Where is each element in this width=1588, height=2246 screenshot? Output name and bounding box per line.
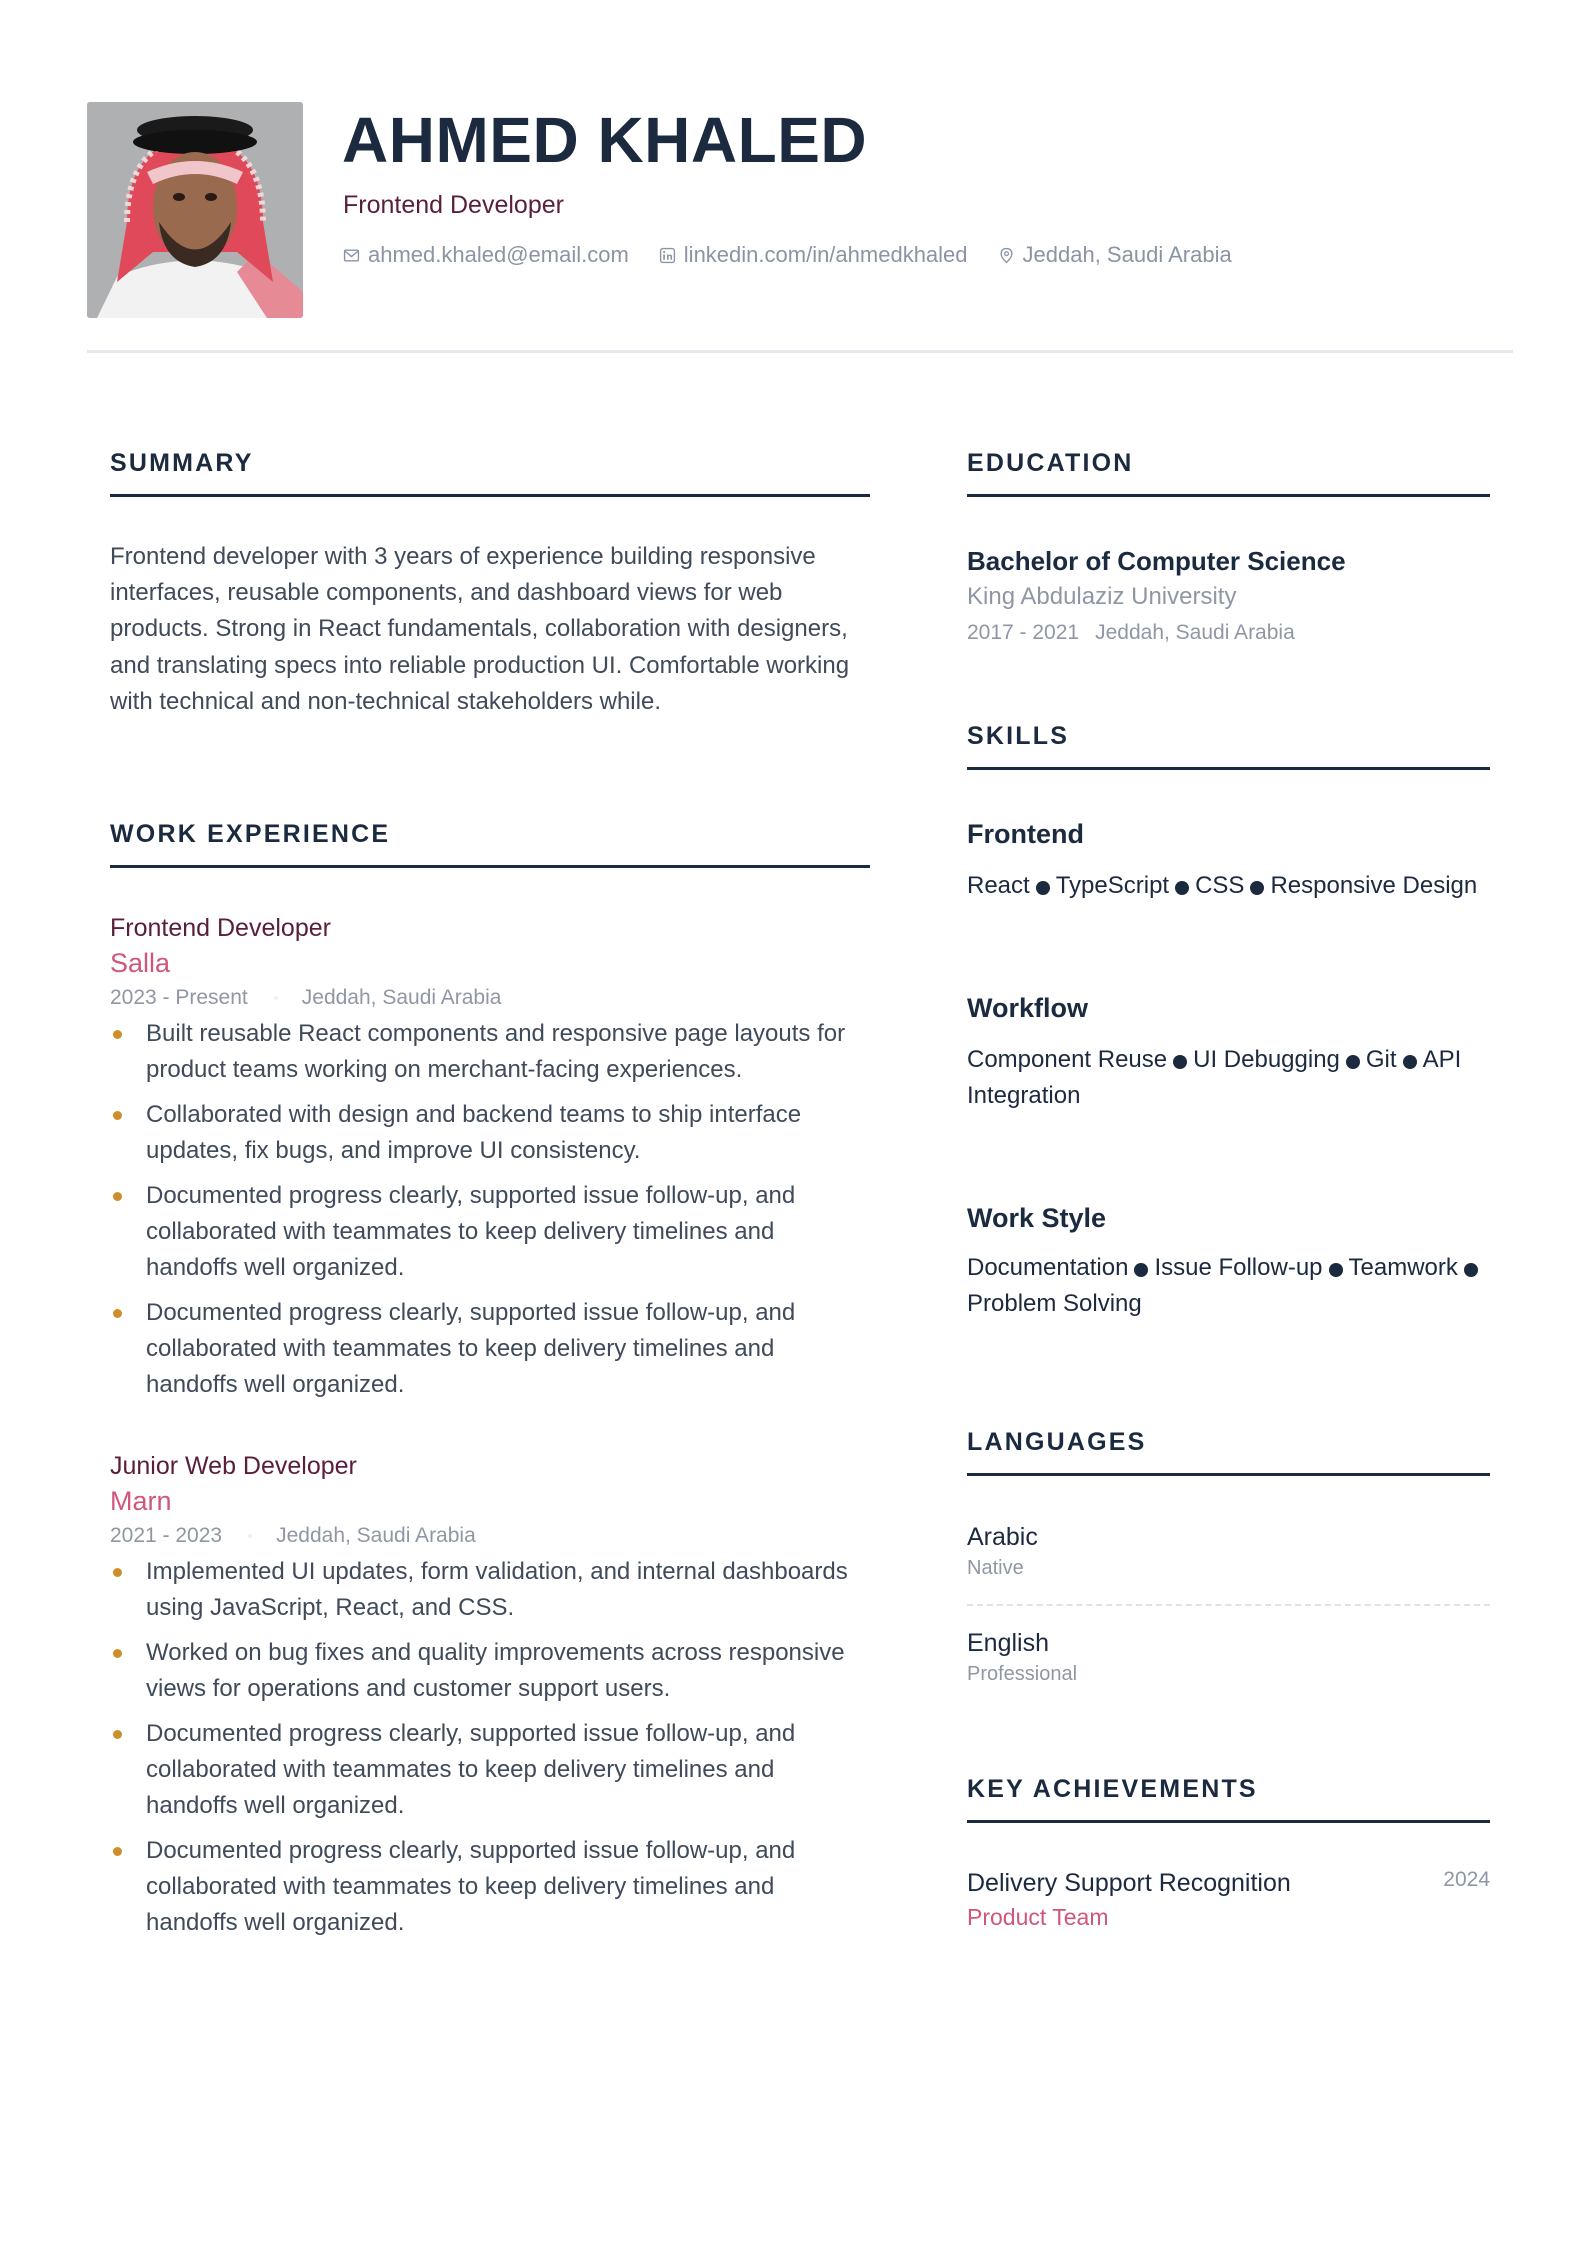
- job-meta: [110, 980, 870, 1016]
- job-bullet: [110, 1295, 870, 1403]
- mail-icon: [343, 247, 360, 264]
- section-rule: [110, 494, 870, 497]
- bullet-dot-icon: [1464, 1263, 1478, 1277]
- contact-location: [998, 242, 1232, 268]
- achievement-item: [967, 1865, 1490, 1933]
- section-rule: [967, 1820, 1490, 1823]
- skill-list: [967, 1250, 1490, 1322]
- linkedin-icon: [659, 247, 676, 264]
- location-pin-icon: [998, 247, 1015, 264]
- section-rule: [967, 1473, 1490, 1476]
- skills-section: [967, 713, 1490, 1322]
- skill-item: TypeScript: [1055, 872, 1170, 899]
- experience-heading: WORK EXPERIENCE: [110, 820, 391, 849]
- languages-heading: LANGUAGES: [967, 1428, 1147, 1456]
- bullet-dot-icon: [1346, 1055, 1360, 1069]
- left-column: [110, 440, 870, 1950]
- job-dates: 2023 - Present: [110, 986, 248, 1010]
- bullet-dot-icon: [113, 1309, 122, 1318]
- profile-photo: [87, 102, 303, 318]
- job-bullet-text: Worked on bug fixes and quality improvements across responsive views for operations and customer support users.: [146, 1639, 845, 1703]
- job-bullet-text: Implemented UI updates, form validation, and internal dashboards using JavaScript, React, and CSS.: [146, 1558, 848, 1622]
- skill-group-name: Frontend: [967, 819, 1084, 849]
- education-heading: EDUCATION: [967, 449, 1134, 477]
- bullet-dot-icon: [113, 1192, 122, 1201]
- skill-item: Problem Solving: [967, 1290, 1142, 1317]
- bullet-dot-icon: [1036, 881, 1050, 895]
- right-column: [967, 440, 1490, 1933]
- job-bullet: [110, 1635, 870, 1707]
- job-bullet: [110, 1554, 870, 1626]
- achievement-year: 2024: [1443, 1868, 1490, 1891]
- contact-email[interactable]: [343, 242, 629, 268]
- contact-location-text: Jeddah, Saudi Arabia: [1022, 242, 1232, 267]
- skill-item: Documentation: [967, 1254, 1129, 1281]
- bullet-dot-icon: [1134, 1263, 1148, 1277]
- contact-linkedin-text: linkedin.com/in/ahmedkhaled: [683, 242, 968, 267]
- achievements-section: [967, 1766, 1490, 1933]
- job-meta: [110, 1518, 870, 1554]
- skill-item: Git: [1365, 1046, 1397, 1073]
- skill-item: Issue Follow-up: [1154, 1254, 1323, 1281]
- job-company: Marn: [110, 1486, 172, 1517]
- bullet-dot-icon: [113, 1030, 122, 1039]
- education-meta: [967, 615, 1490, 651]
- achievement-org: Product Team: [967, 1904, 1109, 1930]
- bullet-dot-icon: [113, 1111, 122, 1120]
- job-bullet-text: Documented progress clearly, supported issue follow-up, and collaborated with teammates to keep delivery timelines and handoffs well organized.: [146, 1837, 796, 1937]
- profile-photo-illustration: [87, 102, 303, 318]
- separator-dot: [274, 996, 278, 1000]
- bullet-dot-icon: [113, 1730, 122, 1739]
- skill-item: Teamwork: [1348, 1254, 1458, 1281]
- job-company: Salla: [110, 948, 171, 979]
- skill-group: [967, 990, 1490, 1114]
- achievement-row: [967, 1865, 1490, 1901]
- job-bullet: [110, 1178, 870, 1286]
- bullet-dot-icon: [1173, 1055, 1187, 1069]
- job-bullet: [110, 1716, 870, 1824]
- language-name: Arabic: [967, 1523, 1038, 1551]
- skill-list: [967, 1042, 1490, 1114]
- job-bullet-text: Documented progress clearly, supported issue follow-up, and collaborated with teammates to keep delivery timelines and handoffs well organized.: [146, 1299, 796, 1399]
- skills-heading: SKILLS: [967, 722, 1070, 750]
- job-location: Jeddah, Saudi Arabia: [301, 986, 502, 1010]
- job-dates: 2021 - 2023: [110, 1524, 223, 1548]
- skill-item: Component Reuse: [967, 1046, 1168, 1073]
- achievement-title: Delivery Support Recognition: [967, 1869, 1291, 1897]
- skill-item: React: [967, 872, 1030, 899]
- skill-group: [967, 1200, 1490, 1322]
- job-bullet: [110, 1097, 870, 1169]
- education-section: [967, 440, 1490, 651]
- language-item: [967, 1520, 1490, 1582]
- job-title: Junior Web Developer: [110, 1452, 357, 1481]
- contact-email-text: ahmed.khaled@email.com: [368, 242, 629, 267]
- skill-item: CSS: [1195, 872, 1245, 899]
- bullet-dot-icon: [113, 1568, 122, 1577]
- separator-dot: [248, 1534, 252, 1538]
- job-bullet-text: Collaborated with design and backend teams to ship interface updates, fix bugs, and improve UI consistency.: [146, 1101, 802, 1165]
- job-bullets: [110, 1554, 870, 1941]
- bullet-dot-icon: [1250, 881, 1264, 895]
- job-location: Jeddah, Saudi Arabia: [276, 1524, 476, 1548]
- bullet-dot-icon: [113, 1847, 122, 1856]
- summary-section: [110, 440, 870, 720]
- job-bullet-text: Built reusable React components and responsive page layouts for product teams working on merchant-facing experiences.: [146, 1020, 846, 1084]
- skill-item: UI Debugging: [1193, 1046, 1340, 1073]
- job-entry: [110, 910, 870, 1403]
- job-bullet-text: Documented progress clearly, supported issue follow-up, and collaborated with teammates to keep delivery timelines and handoffs well organized.: [146, 1182, 796, 1282]
- job-entry: [110, 1448, 870, 1941]
- section-rule: [110, 865, 870, 868]
- contact-linkedin[interactable]: [659, 242, 968, 268]
- job-bullet: [110, 1016, 870, 1088]
- skill-group-name: Workflow: [967, 993, 1088, 1023]
- skill-item: Responsive Design: [1270, 872, 1478, 899]
- bullet-dot-icon: [113, 1649, 122, 1658]
- language-item: [967, 1626, 1490, 1688]
- language-level: Professional: [967, 1663, 1078, 1685]
- job-bullet: [110, 1833, 870, 1941]
- summary-heading: SUMMARY: [110, 449, 254, 477]
- job-bullets: [110, 1016, 870, 1403]
- skill-list: [967, 868, 1490, 904]
- candidate-title: Frontend Developer: [343, 191, 564, 219]
- header-divider: [87, 350, 1513, 353]
- education-location: Jeddah, Saudi Arabia: [1095, 621, 1295, 644]
- skill-item: API Integration: [967, 1046, 1462, 1109]
- job-bullet-text: Documented progress clearly, supported issue follow-up, and collaborated with teammates to keep delivery timelines and handoffs well organized.: [146, 1720, 796, 1820]
- summary-text: Frontend developer with 3 years of experience building responsive interfaces, reusable components, and dashboard views for web products. Strong in React fundamentals, collaboration with designers, and translating specs into reliable production UI. Comfortable working with technical and non-technical stakeholders while.: [110, 543, 850, 715]
- achievements-heading: KEY ACHIEVEMENTS: [967, 1775, 1258, 1803]
- education-dates: 2017 - 2021: [967, 621, 1080, 644]
- bullet-dot-icon: [1329, 1263, 1343, 1277]
- experience-section: [110, 811, 870, 1941]
- job-title: Frontend Developer: [110, 914, 331, 943]
- bullet-dot-icon: [1175, 881, 1189, 895]
- section-rule: [967, 767, 1490, 770]
- language-divider: [967, 1604, 1490, 1606]
- education-school: King Abdulaziz University: [967, 583, 1237, 610]
- section-rule: [967, 494, 1490, 497]
- education-degree: Bachelor of Computer Science: [967, 546, 1346, 576]
- language-name: English: [967, 1629, 1049, 1657]
- bullet-dot-icon: [1403, 1055, 1417, 1069]
- candidate-name: AHMED KHALED: [342, 104, 868, 176]
- languages-section: [967, 1419, 1490, 1688]
- language-level: Native: [967, 1557, 1024, 1579]
- contact-list: [343, 242, 1232, 268]
- skill-group-name: Work Style: [967, 1203, 1107, 1233]
- skill-group: [967, 816, 1490, 904]
